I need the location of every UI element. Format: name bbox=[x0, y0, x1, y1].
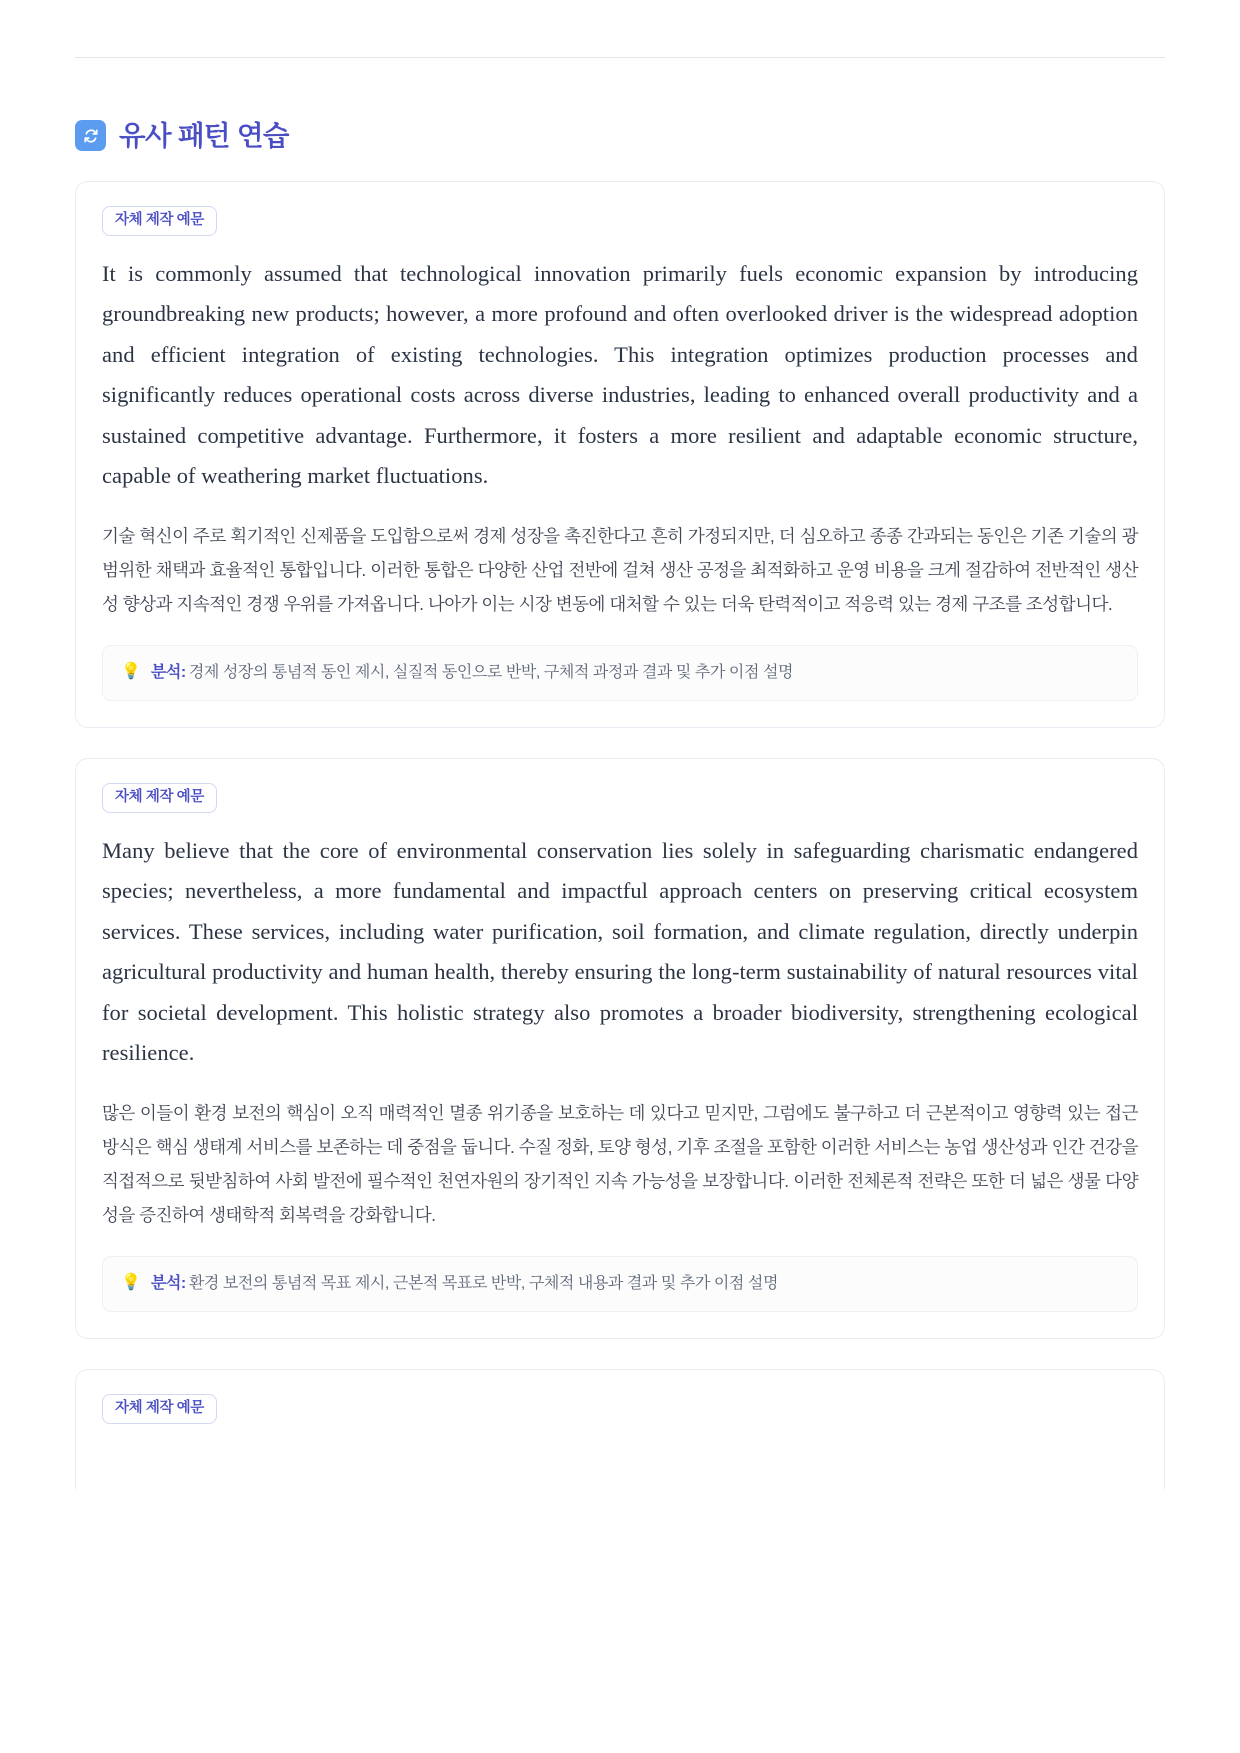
page-title: 유사 패턴 연습 bbox=[119, 119, 289, 151]
badge-self-made-example: 자체 제작 예문 bbox=[102, 783, 217, 813]
badge-self-made-example: 자체 제작 예문 bbox=[102, 1394, 217, 1424]
english-passage: It is commonly assumed that technological innovation primarily fuels economic expansion by introducing groundbreaking new products; however, a more profound and often overlooked driver is the widespread adoption and efficient integration of existing technologies. This integration optimizes production processes and significantly reduces operational costs across diverse industries, leading to enhanced overall productivity and a sustained competitive advantage. Furthermore, it fosters a more resilient and adaptable economic structure, capable of weathering market fluctuations. bbox=[102, 260, 1138, 488]
english-passage: Many believe that the core of environmental conservation lies solely in safeguarding charismatic endangered species; nevertheless, a more fundamental and impactful approach centers on preserving critical ecosystem services. These services, including water purification, soil formation, and climate regulation, directly underpin agricultural productivity and human health, thereby ensuring the long-term sustainability of natural resources vital for societal development. This holistic strategy also promotes a broader biodiversity, strengthening ecological resilience. bbox=[102, 837, 1138, 1066]
analysis-label: 분석: bbox=[150, 663, 186, 681]
refresh-cycle-icon bbox=[75, 120, 106, 151]
analysis-text bbox=[151, 1272, 778, 1295]
korean-translation: 많은 이들이 환경 보전의 핵심이 오직 매력적인 멸종 위기종을 보호하는 데 있다고 믿지만, 그럼에도 불구하고 더 근본적이고 영향력 있는 접근 방식은 핵심 생태계 서비스를 보존하는 데 중점을 둡니다. 수질 정화, 토양 형성, 기후 조절을 포함한 이러한 서비스는 농업 생산성과 인간 건강을 직접적으로 뒷받침하여 사회 발전에 필수적인 천연자원의 장기적인 지속 가능성을 보장합니다. 이러한 전체론적 전략은 또한 더 넓은 생물 다양성을 증진하여 생태학적 회복력을 강화합니다. bbox=[102, 1102, 1138, 1225]
lightbulb-icon: 💡 bbox=[121, 662, 141, 680]
analysis-box bbox=[102, 645, 1138, 701]
practice-card-list bbox=[75, 181, 1165, 1489]
top-divider bbox=[75, 57, 1165, 58]
analysis-text bbox=[151, 661, 793, 684]
analysis-body: 환경 보전의 통념적 목표 제시, 근본적 목표로 반박, 구체적 내용과 결과 및 추가 이점 설명 bbox=[188, 1275, 778, 1293]
lightbulb-icon: 💡 bbox=[121, 1274, 141, 1292]
badge-self-made-example: 자체 제작 예문 bbox=[102, 206, 217, 236]
analysis-body: 경제 성장의 통념적 동인 제시, 실질적 동인으로 반박, 구체적 과정과 결과 및 추가 이점 설명 bbox=[188, 663, 793, 681]
analysis-label: 분석: bbox=[150, 1275, 186, 1293]
analysis-box bbox=[102, 1256, 1138, 1312]
practice-card bbox=[75, 181, 1165, 728]
section-header bbox=[75, 120, 1240, 151]
korean-translation: 기술 혁신이 주로 획기적인 신제품을 도입함으로써 경제 성장을 촉진한다고 흔히 가정되지만, 더 심오하고 종종 간과되는 동인은 기존 기술의 광범위한 채택과 효율적인 통합입니다. 이러한 통합은 다양한 산업 전반에 걸쳐 생산 공정을 최적화하고 운영 비용을 크게 절감하여 전반적인 생산성 향상과 지속적인 경쟁 우위를 가져옵니다. 나아가 이는 시장 변동에 대처할 수 있는 더욱 탄력적이고 적응력 있는 경제 구조를 조성합니다. bbox=[102, 525, 1138, 614]
practice-card bbox=[75, 758, 1165, 1339]
practice-card bbox=[75, 1369, 1165, 1489]
